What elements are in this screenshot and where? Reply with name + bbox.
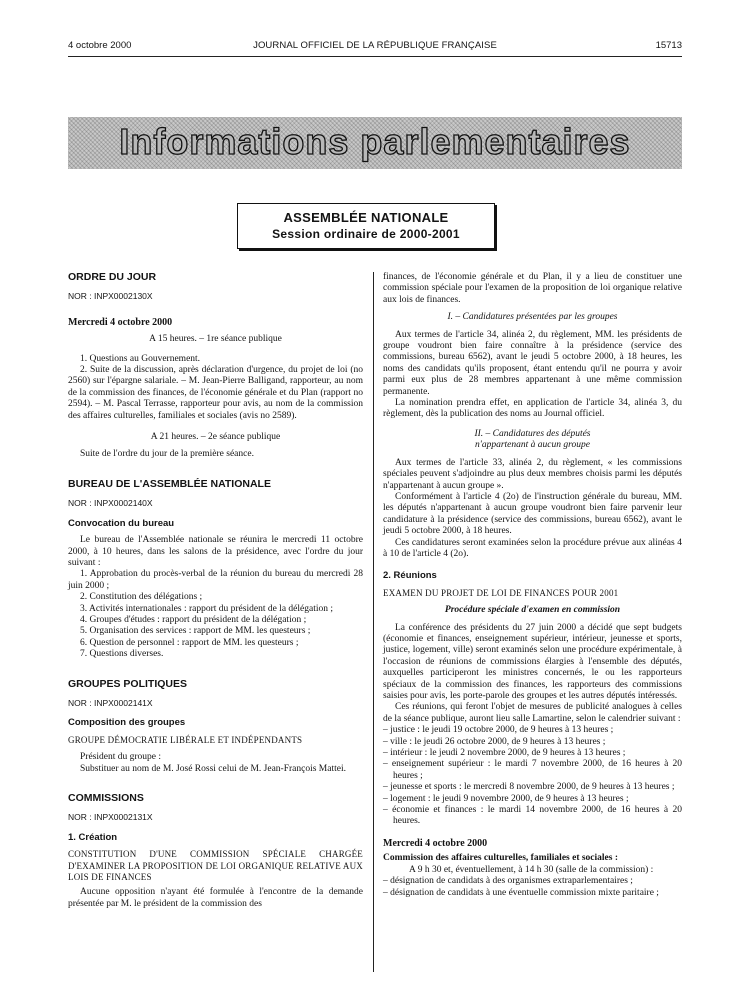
calendar-item: – ville : le jeudi 26 octobre 2000, de 9 heures à 13 heures ; xyxy=(383,736,606,747)
bureau-item: 2. Constitution des délégations ; xyxy=(80,592,203,603)
conference-text: La conférence des présidents du 27 juin 2000 a décidé que sept budgets (économie et finances, enseignement supérieur, intérieur, jeunesse et sports, justice, logement, ville) seront examinés selon une procédure expérimentale, à l'occasion de réunions de commissions élargies à l'ensemble des députés, auxquelles participeront les ministres concernés, le ou les rapporteurs spéciaux de la commission des finances, les rapporteurs des commissions saisies pour avis, les porte-parole des groupes et les autres députés intéressés. xyxy=(383,622,682,701)
bureau-item: 6. Question de personnel : rapport de MM. les questeurs ; xyxy=(80,637,299,648)
designation-item: – désignation de candidats à une éventuelle commission mixte paritaire ; xyxy=(383,887,659,898)
groupes-heading: GROUPES POLITIQUES xyxy=(68,677,188,690)
date-heading: Mercredi 4 octobre 2000 xyxy=(68,316,173,328)
mercredi-heading: Mercredi 4 octobre 2000 xyxy=(383,837,488,849)
ces-reunions-text: Ces réunions, qui feront l'objet de mesures de publicité analogues à celles de la séance publique, auront lieu salle Lamartine, selon le calendrier suivant : xyxy=(383,702,682,724)
bureau-item: 7. Questions diverses. xyxy=(80,649,164,660)
groupe-name: GROUPE DÉMOCRATIE LIBÉRALE ET INDÉPENDANTS xyxy=(68,734,303,745)
conformement-text: Conformément à l'article 4 (2o) de l'instruction générale du bureau, MM. les députés n'appartenant à aucun groupe voudront bien faire parvenir leur candidature à la présidence (service des commissions, bureau 6562), avant le jeudi 5 octobre 2000, à 18 heures. xyxy=(383,491,682,537)
procedure-heading: Procédure spéciale d'examen en commission xyxy=(444,605,621,616)
groupes-nor: NOR : INPX0002141X xyxy=(68,697,153,708)
commissions-nor: NOR : INPX0002131X xyxy=(68,812,153,823)
bureau-nor: NOR : INPX0002140X xyxy=(68,498,153,509)
header-rule xyxy=(68,56,682,57)
assembly-title: ASSEMBLÉE NATIONALE xyxy=(283,210,449,225)
candidatures-deputes-heading-2: n'appartenant à aucun groupe xyxy=(475,440,590,451)
commission-affaires-heading: Commission des affaires culturelles, familiales et sociales : xyxy=(383,853,619,864)
calendar-item: – justice : le jeudi 19 octobre 2000, de 9 heures à 13 heures ; xyxy=(383,725,614,736)
right-column xyxy=(383,272,682,899)
bureau-text: Le bureau de l'Assemblée nationale se réunira le mercredi 11 octobre 2000, à 10 heures, dans les salons de la présidence, avec l'ordre du jour suivant : xyxy=(68,535,363,568)
bureau-item: 3. Activités internationales : rapport du président de la délégation ; xyxy=(80,603,333,614)
designation-item: – désignation de candidats à des organismes extraparlementaires ; xyxy=(383,876,633,887)
calendar-item: – économie et finances : le mardi 14 novembre 2000, de 16 heures à 20 heures. xyxy=(383,805,682,827)
continuation-text: finances, de l'économie générale et du Plan, il y a lieu de constituer une commission spéciale pour l'examen de la proposition de loi organique relative aux lois de finances. xyxy=(383,272,682,305)
ordre-du-jour-heading: ORDRE DU JOUR xyxy=(68,271,157,283)
commissions-heading: COMMISSIONS xyxy=(68,792,144,804)
suite-text: Suite de l'ordre du jour de la première séance. xyxy=(80,449,254,460)
assembly-title-box xyxy=(237,203,495,249)
bureau-item: 1. Approbation du procès-verbal de la réunion du bureau du mercredi 28 juin 2000 ; xyxy=(68,569,363,591)
agenda-item-1: 1. Questions au Gouvernement. xyxy=(80,353,201,364)
examen-heading: EXAMEN DU PROJET DE LOI DE FINANCES POUR 2001 xyxy=(383,587,619,598)
calendar-item: – logement : le jeudi 9 novembre 2000, de 9 heures à 13 heures ; xyxy=(383,793,629,804)
calendar-item: – jeunesse et sports : le mercredi 8 novembre 2000, de 9 heures à 13 heures ; xyxy=(383,782,675,793)
convocation-heading: Convocation du bureau xyxy=(68,517,175,529)
candidatures-deputes-heading-1: II. – Candidatures des députés xyxy=(474,428,591,439)
bureau-heading: BUREAU DE L'ASSEMBLÉE NATIONALE xyxy=(68,477,271,490)
composition-heading: Composition des groupes xyxy=(68,717,186,729)
left-column xyxy=(68,272,363,910)
substituer-text: Substituer au nom de M. José Rossi celui de M. Jean-François Mattei. xyxy=(80,763,346,774)
reunions-heading: 2. Réunions xyxy=(383,570,437,582)
nomination-text: La nomination prendra effet, en application de l'article 34, alinéa 3, du règlement, dès la publication des noms au Journal officiel. xyxy=(383,398,682,420)
candidatures-deputes-text: Aux termes de l'article 33, alinéa 2, du règlement, « les commissions spéciales peuvent s'adjoindre au plus deux membres choisis parmi les députés n'appartenant à aucun groupe ». xyxy=(383,457,682,491)
candidatures-groupes-text: Aux termes de l'article 34, alinéa 2, du règlement, MM. les présidents de groupe voudront bien faire connaître à la présidence (service des commissions, bureau 6562), avant le jeudi 5 octobre 2000, à 18 heures, les noms des candidats qu'ils proposent, étant entendu qu'il ne pourra y avoir parmi eux plus de 28 membres appartenant à une même commission permanente. xyxy=(383,329,682,397)
agenda-item-2: 2. Suite de la discussion, après déclaration d'urgence, du projet de loi (no 2560) sur l'épargne salariale. – M. Jean-Pierre Balligand, rapporteur, au nom de la commission des finances, de l'économie générale et du Plan (rapport no 2594). – M. Pascal Terrasse, rapporteur pour avis, au nom de la commission des affaires culturelles, familiales et sociales (avis no 2589). xyxy=(68,365,363,421)
seance-1: A 15 heures. – 1re séance publique xyxy=(149,334,282,345)
header-page-number: 15713 xyxy=(655,40,682,51)
schedule-text: A 9 h 30 et, éventuellement, à 14 h 30 (salle de la commission) : xyxy=(409,864,654,875)
ordre-nor: NOR : INPX0002130X xyxy=(68,291,153,302)
candidatures-groupes-heading: I. – Candidatures présentées par les groupes xyxy=(447,312,618,323)
aucune-text: Aucune opposition n'ayant été formulée à l'encontre de la demande présentée par M. le président de la commission des xyxy=(68,887,363,909)
column-divider xyxy=(373,272,374,972)
running-header xyxy=(68,40,682,54)
calendar-item: – enseignement supérieur : le mardi 7 novembre 2000, de 16 heures à 20 heures ; xyxy=(383,759,682,781)
header-date: 4 octobre 2000 xyxy=(68,40,132,51)
constitution-heading: CONSTITUTION D'UNE COMMISSION SPÉCIALE CHARGÉE D'EXAMINER LA PROPOSITION DE LOI ORGANIQUE RELATIVE AUX LOIS DE FINANCES xyxy=(68,849,363,883)
creation-heading: 1. Création xyxy=(68,831,118,843)
header-journal-title: JOURNAL OFFICIEL DE LA RÉPUBLIQUE FRANÇAISE xyxy=(253,40,497,51)
president-label: Président du groupe : xyxy=(80,752,162,763)
ces-candidatures-text: Ces candidatures seront examinées selon la procédure prévue aux alinéas 4 à 10 de l'article 4 (2o). xyxy=(383,537,682,559)
bureau-item: 4. Groupes d'études : rapport du président de la délégation ; xyxy=(80,614,307,625)
section-banner xyxy=(68,117,682,169)
calendar-item: – intérieur : le jeudi 2 novembre 2000, de 9 heures à 13 heures ; xyxy=(383,748,626,759)
bureau-item: 5. Organisation des services : rapport de MM. les questeurs ; xyxy=(80,626,311,637)
session-title: Session ordinaire de 2000-2001 xyxy=(272,227,460,241)
seance-2: A 21 heures. – 2e séance publique xyxy=(150,432,281,443)
banner-title: Informations parlementaires xyxy=(119,121,631,162)
